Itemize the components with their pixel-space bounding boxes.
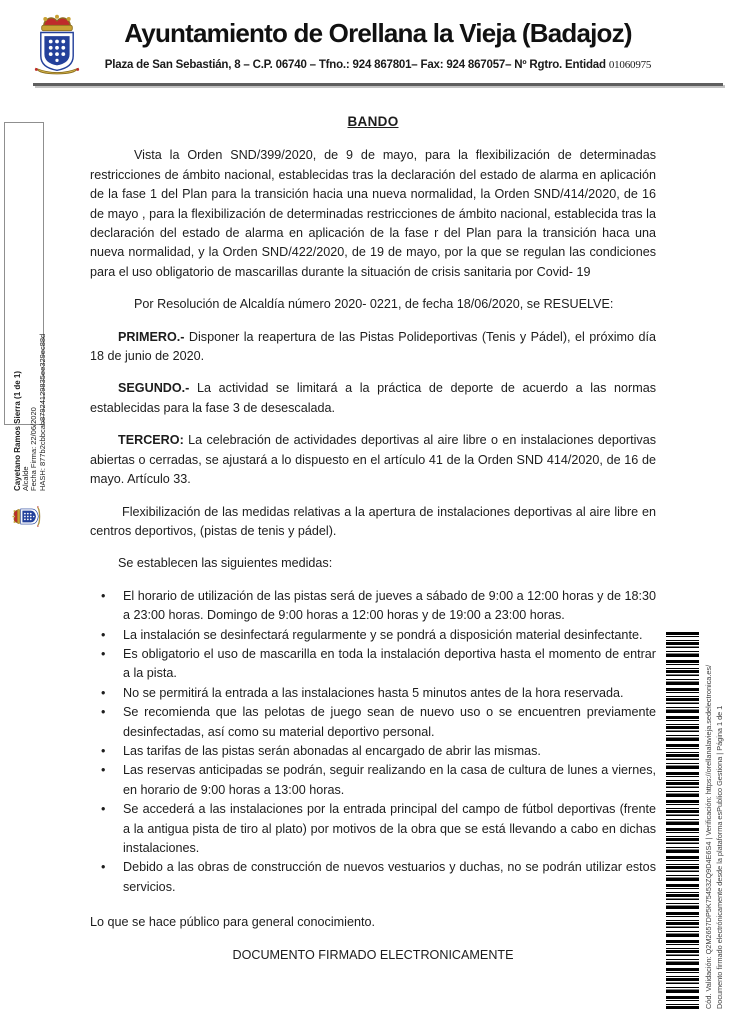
measure-item: • La instalación se desinfectará regularmente y se pondrá a disposición material desinfectante. bbox=[90, 626, 656, 645]
signature-rotated-text bbox=[14, 263, 47, 491]
lead-segundo: SEGUNDO.- bbox=[118, 381, 190, 396]
registry-number: 01060975 bbox=[608, 59, 652, 71]
bullet-icon: • bbox=[101, 685, 106, 700]
measure-item: • El horario de utilización de las pistas será de jueves a sábado de 9:00 a 12:00 horas y de 18:30 a 23:00 horas. Domingo de 9:00 horas a 12:00 horas y de 19:00 a 23:00 horas. bbox=[101, 588, 656, 623]
signature-hash: HASH: 877b2cbbcab87924129835ee329ec88d bbox=[37, 333, 47, 491]
bullet-icon: • bbox=[101, 627, 106, 642]
bullet-icon: • bbox=[101, 705, 106, 720]
paragraph-medidas-intro: Se establecen las siguientes medidas: bbox=[118, 556, 333, 571]
measure-item: • Las tarifas de las pistas serán abonadas al encargado de abrir las mismas. bbox=[90, 742, 656, 761]
measure-item: • No se permitirá la entrada a las instalaciones hasta 5 minutos antes de la hora reservada. bbox=[90, 684, 656, 703]
page-subtitle bbox=[88, 59, 668, 71]
measure-item: • Se recomienda que las pelotas de juego sean de nuevo uso o se encuentren previamente desinfectadas, así como su material deportivo personal. bbox=[101, 705, 656, 739]
subtitle-text: Plaza de San Sebastián, 8 – C.P. 06740 – Tfno.: 924 867801– Fax: 924 867057– Nº Rgtro. Entidad bbox=[104, 59, 606, 71]
coat-of-arms-small-icon bbox=[11, 498, 43, 534]
bullet-icon: • bbox=[101, 646, 106, 661]
lead-tercero: TERCERO: bbox=[118, 433, 184, 448]
signed-note-text: Documento firmado electrónicamente desde la plataforma esPublico Gestiona | Página 1 de 1 bbox=[714, 705, 724, 1009]
paragraph-tercero: TERCERO: La celebración de actividades deportivas al aire libre o en instalaciones deportivas abiertas o cerradas, se ajustará a lo dispuesto en el artículo 41 de la Orden SND 414/2020, de 16 de mayo. Artículo 33. bbox=[90, 433, 656, 487]
validation-code-text: Cód. Validación: Q2M2657DP5K75453ZQ9D4E6S4 | Verificación: https://orellanalavieja.sedelectronica.es/ bbox=[704, 664, 713, 1009]
bullet-icon: • bbox=[101, 763, 106, 778]
paragraph-segundo: SEGUNDO.- La actividad se limitará a la práctica de deporte de acuerdo a las normas establecidas para la fase 3 de desescalada. bbox=[90, 381, 656, 415]
signature-line: DOCUMENTO FIRMADO ELECTRONICAMENTE bbox=[232, 947, 514, 962]
document-body bbox=[90, 112, 656, 978]
bullet-icon: • bbox=[101, 588, 106, 603]
paragraph-vista: Vista la Orden SND/399/2020, de 9 de mayo, para la flexibilización de determinadas restricciones de ámbito nacional, establecidas tras la declaración del estado de alarma en aplicación de la fase 1 del Plan para la transición hacia una nueva normalidad, la Orden SND/414/2020, de 16 de mayo , para la flexibilización de determinadas restricciones de ámbito nacional, establecida tras la declaración del estado de alarma en aplicación de la fase r del Plan para la transición haca una nueva normalidad, y la Orden SND/422/2020, de 19 de mayo, por la que se regulan las condiciones para el uso obligatorio de mascarillas durante la situación de crisis sanitaria por Covid- 19 bbox=[90, 148, 656, 279]
paragraph-resolucion: Por Resolución de Alcaldía número 2020- 0221, de fecha 18/06/2020, se RESUELVE: bbox=[134, 297, 614, 312]
bando-title: BANDO bbox=[347, 114, 399, 129]
measure-item: • Es obligatorio el uso de mascarilla en toda la instalación deportiva hasta el momento de entrar a la pista. bbox=[101, 646, 656, 681]
bullet-icon: • bbox=[101, 860, 106, 875]
measures-list bbox=[90, 587, 656, 898]
header-rule bbox=[33, 83, 723, 86]
measure-item: • Las reservas anticipadas se podrán, seguir realizando en la casa de cultura de lunes a viernes, en horario de 9:00 horas a 13:00 horas. bbox=[101, 763, 656, 797]
validation-rotated-text bbox=[704, 631, 726, 1009]
measure-item: • Se accederá a las instalaciones por la entrada principal del campo de fútbol deportivas (frente a la antigua pista de tiro al plato) por motivos de la obra que se está llevando a cabo en dichas instalaciones. bbox=[101, 802, 656, 855]
bullet-icon: • bbox=[101, 802, 106, 817]
signer-role: Alcalde bbox=[21, 466, 31, 491]
page-title: Ayuntamiento de Orellana la Vieja (Badajoz) bbox=[124, 18, 632, 48]
paragraph-primero: PRIMERO.- Disponer la reapertura de las Pistas Polideportivas (Tenis y Pádel), el próximo día 18 de junio de 2020. bbox=[90, 329, 656, 364]
measure-item: • Debido a las obras de construcción de nuevos vestuarios y duchas, no se podrán utilizar estos servicios. bbox=[101, 860, 656, 894]
signature-date: Fecha Firma: 22/06/2020 bbox=[29, 407, 39, 491]
signature-box bbox=[4, 122, 47, 491]
signer-name: Cayetano Ramos Sierra (1 de 1) bbox=[13, 370, 22, 491]
bullet-icon: • bbox=[101, 743, 106, 758]
paragraph-flexibilizacion: Flexibilización de las medidas relativas a la apertura de instalaciones deportivas al aire libre en centros deportivos, (pistas de tenis y pádel). bbox=[90, 504, 656, 538]
coat-of-arms-icon bbox=[30, 12, 84, 80]
barcode bbox=[666, 632, 699, 1010]
closing-text: Lo que se hace público para general conocimiento. bbox=[90, 915, 375, 930]
lead-primero: PRIMERO.- bbox=[118, 329, 185, 344]
